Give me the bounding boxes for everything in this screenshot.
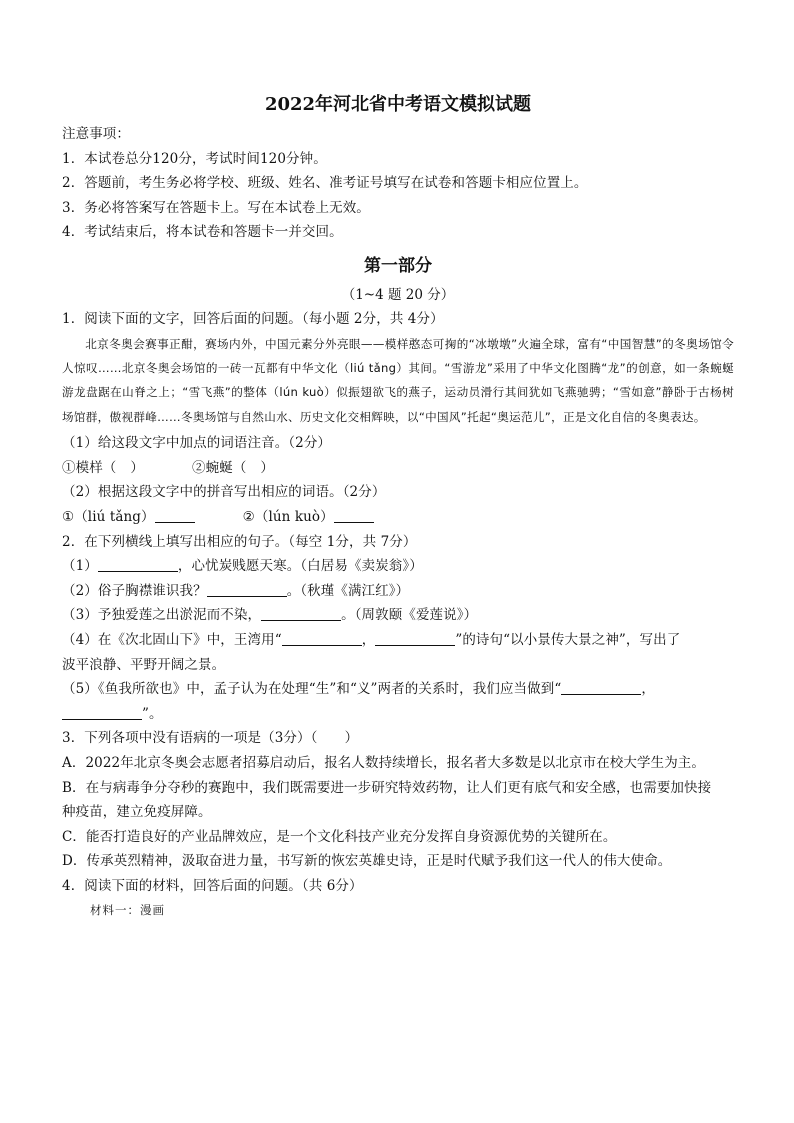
notice-item: 2．答题前，考生务必将学校、班级、姓名、准考证号填写在试卷和答题卡相应位置上。 xyxy=(62,175,588,192)
q1-sub2-answers xyxy=(62,505,734,530)
answer-blank[interactable] xyxy=(62,704,142,720)
q3-option-c[interactable]: C．能否打造良好的产业品牌效应，是一个文化科技产业充分发挥自身资源优势的关键所在。 xyxy=(62,828,617,845)
notice-heading: 注意事项： xyxy=(62,126,130,142)
notice-item: 4．考试结束后，将本试卷和答题卡一并交回。 xyxy=(62,224,343,241)
q1-sub1-answers xyxy=(62,456,734,481)
q2-line-4 xyxy=(62,628,734,653)
answer-blank[interactable] xyxy=(282,630,362,646)
q2-stem: 2．在下列横线上填写出相应的句子。（每空 1分，共 7分） xyxy=(62,533,417,550)
q1-sub1-a-close: ） xyxy=(130,459,145,476)
notice-item: 1．本试卷总分120分，考试时间120分钟。 xyxy=(62,150,327,167)
answer-blank[interactable] xyxy=(155,507,195,523)
part-range: （1~4 题 20 分） xyxy=(341,286,455,303)
page-title: 2022年河北省中考语文模拟试题 xyxy=(264,94,532,115)
answer-blank[interactable] xyxy=(375,630,455,646)
q2-l3-post: 。（周敦颐《爱莲说》） xyxy=(341,607,478,624)
q3-option-a[interactable]: A．2022年北京冬奥会志愿者招募启动后，报名人数持续增长，报名者大多数是以北京市在校大学生为主。 xyxy=(62,754,706,771)
q1-sub2-a: ①（liú tǎng） xyxy=(62,508,155,525)
q4-material-label: 材料一：漫画 xyxy=(90,903,165,918)
q3-option-d[interactable]: D．传承英烈精神，汲取奋进力量，书写新的恢宏英雄史诗，正是时代赋予我们这一代人的伟大使命。 xyxy=(62,853,672,870)
answer-blank[interactable] xyxy=(98,556,178,572)
answer-blank[interactable] xyxy=(334,507,374,523)
q1-sub1-b-close: ） xyxy=(260,459,275,476)
q1-passage: 北京冬奥会赛事正酣，赛场内外，中国元素分外亮眼——模样憨态可掬的“冰墩墩”火遍全球，富有“中国智慧”的冬奥场馆令人惊叹……北京冬奥会场馆的一砖一瓦都有中华文化（liú tǎng）其间。“雪游龙”采用了中华文化图腾“龙”的创意，如一条蜿蜒游龙盘踞在山脊之上；“雪飞燕”的整体（lún kuò）似振翅欲飞的燕子，运动员滑行其间犹如飞燕驰骋；“雪如意”静卧于古杨树场馆群，傲视群峰……冬奥场馆与自然山水、历史文化交相辉映，以“中国风”托起“奥运范儿”，正是文化自信的冬奥表达。 xyxy=(62,336,734,424)
q2-line-2 xyxy=(62,579,734,604)
q2-l2-post: 。（秋瑾《满江红》） xyxy=(286,582,410,599)
q1-sub2: （2）根据这段文字中的拼音写出相应的词语。（2分） xyxy=(62,484,386,501)
q3-option-b-cont: 种疫苗，建立免疫屏障。 xyxy=(62,804,212,821)
part-heading: 第一部分 xyxy=(364,255,432,276)
exam-page xyxy=(62,92,734,922)
q2-l5-mid: ， xyxy=(641,681,655,698)
answer-blank[interactable] xyxy=(261,605,341,621)
q2-line-1 xyxy=(62,554,734,579)
q1-sub1-b: ②蜿蜒（ xyxy=(192,459,247,476)
q2-line-5-cont xyxy=(62,702,734,727)
q1-sub2-b: ②（lún kuò） xyxy=(242,508,334,525)
q1-stem: 1．阅读下面的文字，回答后面的问题。（每小题 2分，共 4分） xyxy=(62,310,444,327)
q2-l1-pre: （1） xyxy=(62,558,98,575)
q1-sub1-a: ①模样（ xyxy=(62,459,117,476)
q4-stem: 4．阅读下面的材料，回答后面的问题。（共 6分） xyxy=(62,877,363,894)
q2-l4-mid: ， xyxy=(361,631,376,648)
q2-l4-pre: （4）在《次北固山下》中，王湾用“ xyxy=(62,631,282,648)
answer-blank[interactable] xyxy=(207,581,287,597)
q2-line-4-cont: 波平浪静、平野开阔之景。 xyxy=(62,656,226,673)
q1-sub1: （1）给这段文字中加点的词语注音。（2分） xyxy=(62,435,332,452)
q2-l4-post: ”的诗句“以小景传大景之神”，写出了 xyxy=(455,631,681,648)
q3-stem: 3．下列各项中没有语病的一项是（3分）（ ） xyxy=(62,730,359,747)
q2-l3-pre: （3）予独爱莲之出淤泥而不染， xyxy=(62,607,262,624)
q2-line-3 xyxy=(62,603,734,628)
q2-l1-post: ，心忧炭贱愿天寒。（白居易《卖炭翁》） xyxy=(177,558,423,575)
q2-l5-pre: （5）《鱼我所欲也》中，孟子认为在处理“生”和“义”两者的关系时，我们应当做到“ xyxy=(62,681,562,698)
q3-option-b[interactable]: B．在与病毒争分夺秒的赛跑中，我们既需要进一步研究特效药物，让人们更有底气和安全感，也需要加快接 xyxy=(62,779,712,796)
q2-l5-post: ”。 xyxy=(142,705,163,722)
notice-item: 3．务必将答案写在答题卡上。写在本试卷上无效。 xyxy=(62,199,370,216)
answer-blank[interactable] xyxy=(561,679,641,695)
q2-line-5 xyxy=(62,677,734,702)
q2-l2-pre: （2）俗子胸襟谁识我？ xyxy=(62,582,207,599)
